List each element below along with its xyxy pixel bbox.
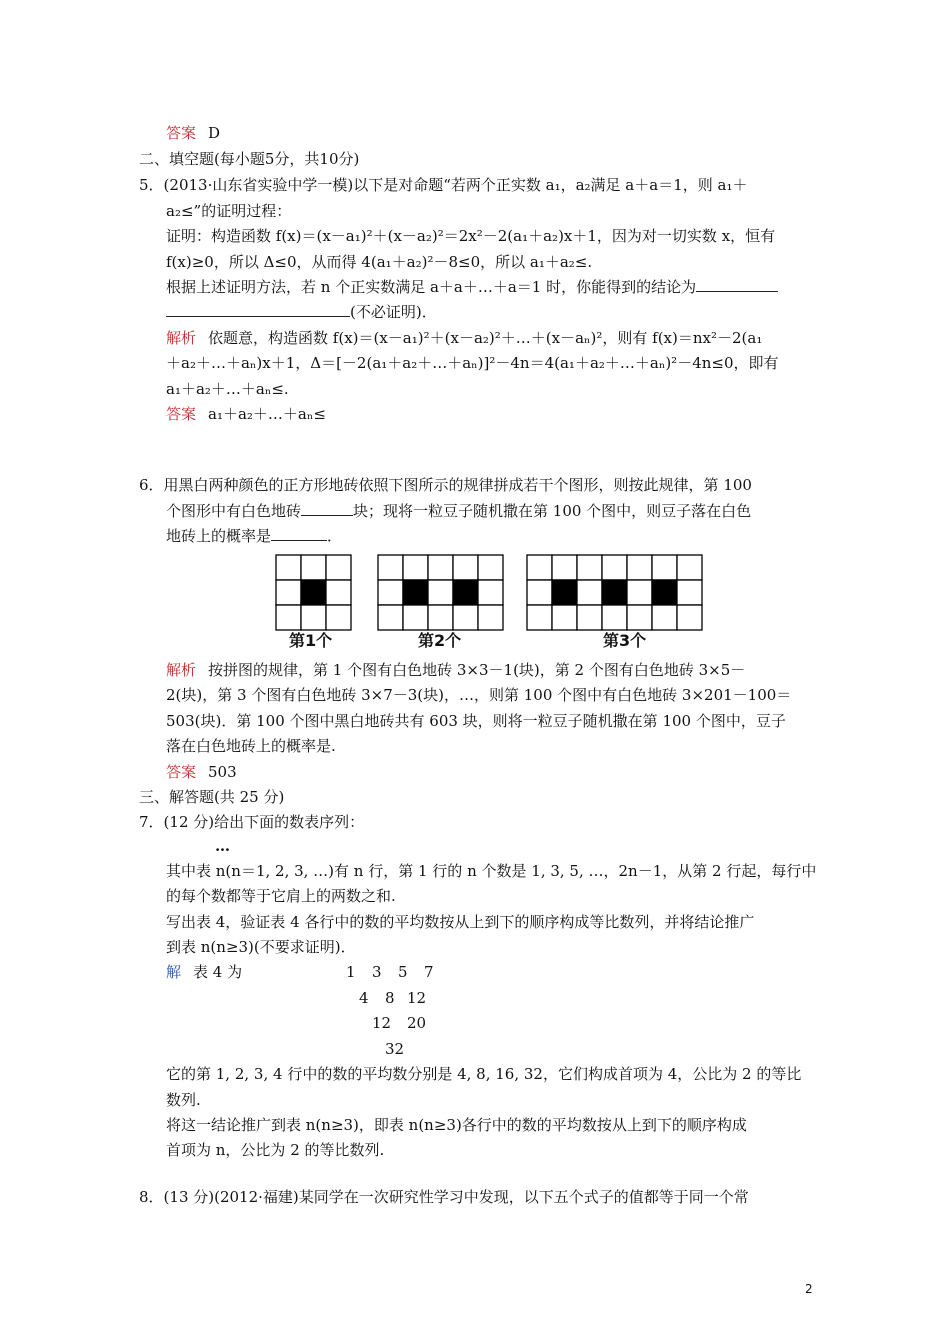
white-tile xyxy=(627,555,652,580)
q6-line-2-a: 个图形中有白色地砖 xyxy=(166,502,302,520)
white-tile xyxy=(478,580,503,605)
q6-analysis-line-4: 落在白色地砖上的概率是. xyxy=(166,737,336,755)
solution-label: 解 xyxy=(166,963,182,981)
white-tile xyxy=(276,555,301,580)
white-tile xyxy=(276,605,301,630)
q8-line-1: 8．(13 分)(2012·福建)某同学在一次研究性学习中发现，以下五个式子的值都等于同一个常 xyxy=(139,1188,749,1206)
q7-ellipsis: … xyxy=(215,837,230,855)
white-tile xyxy=(326,580,351,605)
q5-line-3: 证明：构造函数 f(x)＝(x－a₁)²＋(x－a₂)²＝2x²－2(a₁＋a₂)x＋1，因为对一切实数 x，恒有 xyxy=(166,227,776,245)
black-tile xyxy=(453,580,478,605)
tile-caption-1: 第1个 xyxy=(289,631,333,650)
white-tile xyxy=(677,605,702,630)
q5-line-1: 5．(2013·山东省实验中学一模)以下是对命题“若两个正实数 a₁，a₂满足 a＋a＝1，则 a₁＋ xyxy=(139,176,748,194)
white-tile xyxy=(627,580,652,605)
q5-analysis-line-2: ＋a₂＋…＋aₙ)x＋1，Δ＝[－2(a₁＋a₂＋…＋aₙ)]²－4n＝4(a₁＋a₂＋…＋aₙ)²－4n≤0，即有 xyxy=(166,354,779,372)
white-tile xyxy=(627,605,652,630)
table-cell: 5 xyxy=(398,963,408,981)
table-cell: 4 xyxy=(359,989,369,1007)
q7-solution-line xyxy=(166,962,242,982)
answer-label: 答案 xyxy=(166,763,197,781)
white-tile xyxy=(652,555,677,580)
tile-figure-1 xyxy=(276,555,351,630)
white-tile xyxy=(552,605,577,630)
tile-figure-2 xyxy=(378,555,503,630)
q7-text-2: 数列. xyxy=(166,1091,201,1109)
white-tile xyxy=(428,580,453,605)
tile-figure-3 xyxy=(527,555,702,630)
q5-line-4: f(x)≥0，所以 Δ≤0，从而得 4(a₁＋a₂)²－8≤0，所以 a₁＋a₂≤. xyxy=(166,253,593,271)
white-tile xyxy=(403,555,428,580)
q7-line-2: 其中表 n(n＝1, 2, 3, …)有 n 行，第 1 行的 n 个数是 1, 3, 5, …，2n－1，从第 2 行起，每行中 xyxy=(166,862,817,880)
white-tile xyxy=(478,605,503,630)
white-tile xyxy=(577,555,602,580)
white-tile xyxy=(378,555,403,580)
table-cell: 12 xyxy=(372,1014,392,1032)
white-tile xyxy=(453,605,478,630)
q5-line-5-text: 根据上述证明方法，若 n 个正实数满足 a＋a＋…＋a＝1 时，你能得到的结论为 xyxy=(166,278,697,296)
table-cell: 32 xyxy=(385,1040,405,1058)
white-tile xyxy=(677,580,702,605)
q7-line-1: 7．(12 分)给出下面的数表序列： xyxy=(139,813,365,831)
q7-solution-intro: 表 4 为 xyxy=(193,963,243,981)
table-cell: 1 xyxy=(346,963,356,981)
table-cell: 3 xyxy=(372,963,382,981)
white-tile xyxy=(552,555,577,580)
q5-line-6-suffix: (不必证明)． xyxy=(350,303,437,321)
q6-analysis-text-1: 按拼图的规律，第 1 个图有白色地砖 3×3－1(块)，第 2 个图有白色地砖 3×5－ xyxy=(208,661,746,679)
tile-caption-2: 第2个 xyxy=(418,631,462,650)
table-cell: 8 xyxy=(385,989,395,1007)
q7-text-4: 首项为 n，公比为 2 的等比数列. xyxy=(166,1141,385,1159)
white-tile xyxy=(378,605,403,630)
white-tile xyxy=(602,555,627,580)
white-tile xyxy=(577,605,602,630)
table-cell: 20 xyxy=(407,1014,427,1032)
section-heading-fill-blank: 二、填空题(每小题5分，共10分) xyxy=(139,150,360,168)
white-tile xyxy=(301,555,326,580)
q6-analysis-line-2: 2(块)，第 3 个图有白色地砖 3×7－3(块)，…，则第 100 个图中有白色地砖 3×201－100＝ xyxy=(166,686,792,704)
white-tile xyxy=(326,605,351,630)
black-tile xyxy=(652,580,677,605)
white-tile xyxy=(577,580,602,605)
white-tile xyxy=(378,580,403,605)
section-heading-solutions: 三、解答题(共 25 分) xyxy=(139,788,285,806)
white-tile xyxy=(403,605,428,630)
white-tile xyxy=(478,555,503,580)
white-tile xyxy=(428,555,453,580)
q5-analysis-text-1: 依题意，构造函数 f(x)＝(x－a₁)²＋(x－a₂)²＋…＋(x－aₙ)²，则有 f(x)＝nx²－2(a₁ xyxy=(208,329,763,347)
page-number: 2 xyxy=(805,1282,813,1296)
analysis-label: 解析 xyxy=(166,329,197,347)
q6-line-3-a: 地砖上的概率是 xyxy=(166,527,272,545)
q6-line-3-b: ． xyxy=(327,527,343,545)
q6-line-1: 6．用黑白两种颜色的正方形地砖依照下图所示的规律拼成若干个图形，则按此规律，第 100 xyxy=(139,476,752,494)
black-tile xyxy=(602,580,627,605)
tile-caption-3: 第3个 xyxy=(603,631,647,650)
answer-value: D xyxy=(208,124,221,142)
q5-analysis-line-3: a₁＋a₂＋…＋aₙ≤. xyxy=(166,380,289,398)
table-cell: 7 xyxy=(424,963,434,981)
white-tile xyxy=(428,605,453,630)
q6-answer-line xyxy=(166,762,237,782)
black-tile xyxy=(403,580,428,605)
white-tile xyxy=(453,555,478,580)
white-tile xyxy=(602,605,627,630)
white-tile xyxy=(301,605,326,630)
white-tile xyxy=(527,555,552,580)
q6-line-2-b: 块；现将一粒豆子随机撒在第 100 个图中，则豆子落在白色 xyxy=(353,502,752,520)
q6-answer-value: 503 xyxy=(208,763,237,781)
analysis-label: 解析 xyxy=(166,661,197,679)
tile-pattern-figure xyxy=(0,0,950,660)
white-tile xyxy=(326,555,351,580)
answer-label: 答案 xyxy=(166,405,197,423)
black-tile xyxy=(552,580,577,605)
white-tile xyxy=(677,555,702,580)
q6-analysis-line-1 xyxy=(166,660,745,680)
q7-line-5: 到表 n(n≥3)(不要求证明)． xyxy=(166,938,356,956)
q7-line-4: 写出表 4，验证表 4 各行中的数的平均数按从上到下的顺序构成等比数列，并将结论推广 xyxy=(166,913,755,931)
white-tile xyxy=(652,605,677,630)
q7-text-3: 将这一结论推广到表 n(n≥3)，即表 n(n≥3)各行中的数的平均数按从上到下的顺序构成 xyxy=(166,1116,747,1134)
q5-line-2: a₂≤”的证明过程： xyxy=(166,202,292,220)
q7-text-1: 它的第 1, 2, 3, 4 行中的数的平均数分别是 4, 8, 16, 32，它们构成首项为 4，公比为 2 的等比 xyxy=(166,1065,802,1083)
q7-line-3: 的每个数都等于它肩上的两数之和. xyxy=(166,887,396,905)
black-tile xyxy=(301,580,326,605)
answer-label: 答案 xyxy=(166,124,197,142)
table-cell: 12 xyxy=(407,989,427,1007)
white-tile xyxy=(527,605,552,630)
q6-analysis-line-3: 503(块)．第 100 个图中黑白地砖共有 603 块，则将一粒豆子随机撒在第 100 个图中，豆子 xyxy=(166,712,786,730)
q5-answer-value: a₁＋a₂＋…＋aₙ≤ xyxy=(208,405,326,423)
white-tile xyxy=(276,580,301,605)
white-tile xyxy=(527,580,552,605)
